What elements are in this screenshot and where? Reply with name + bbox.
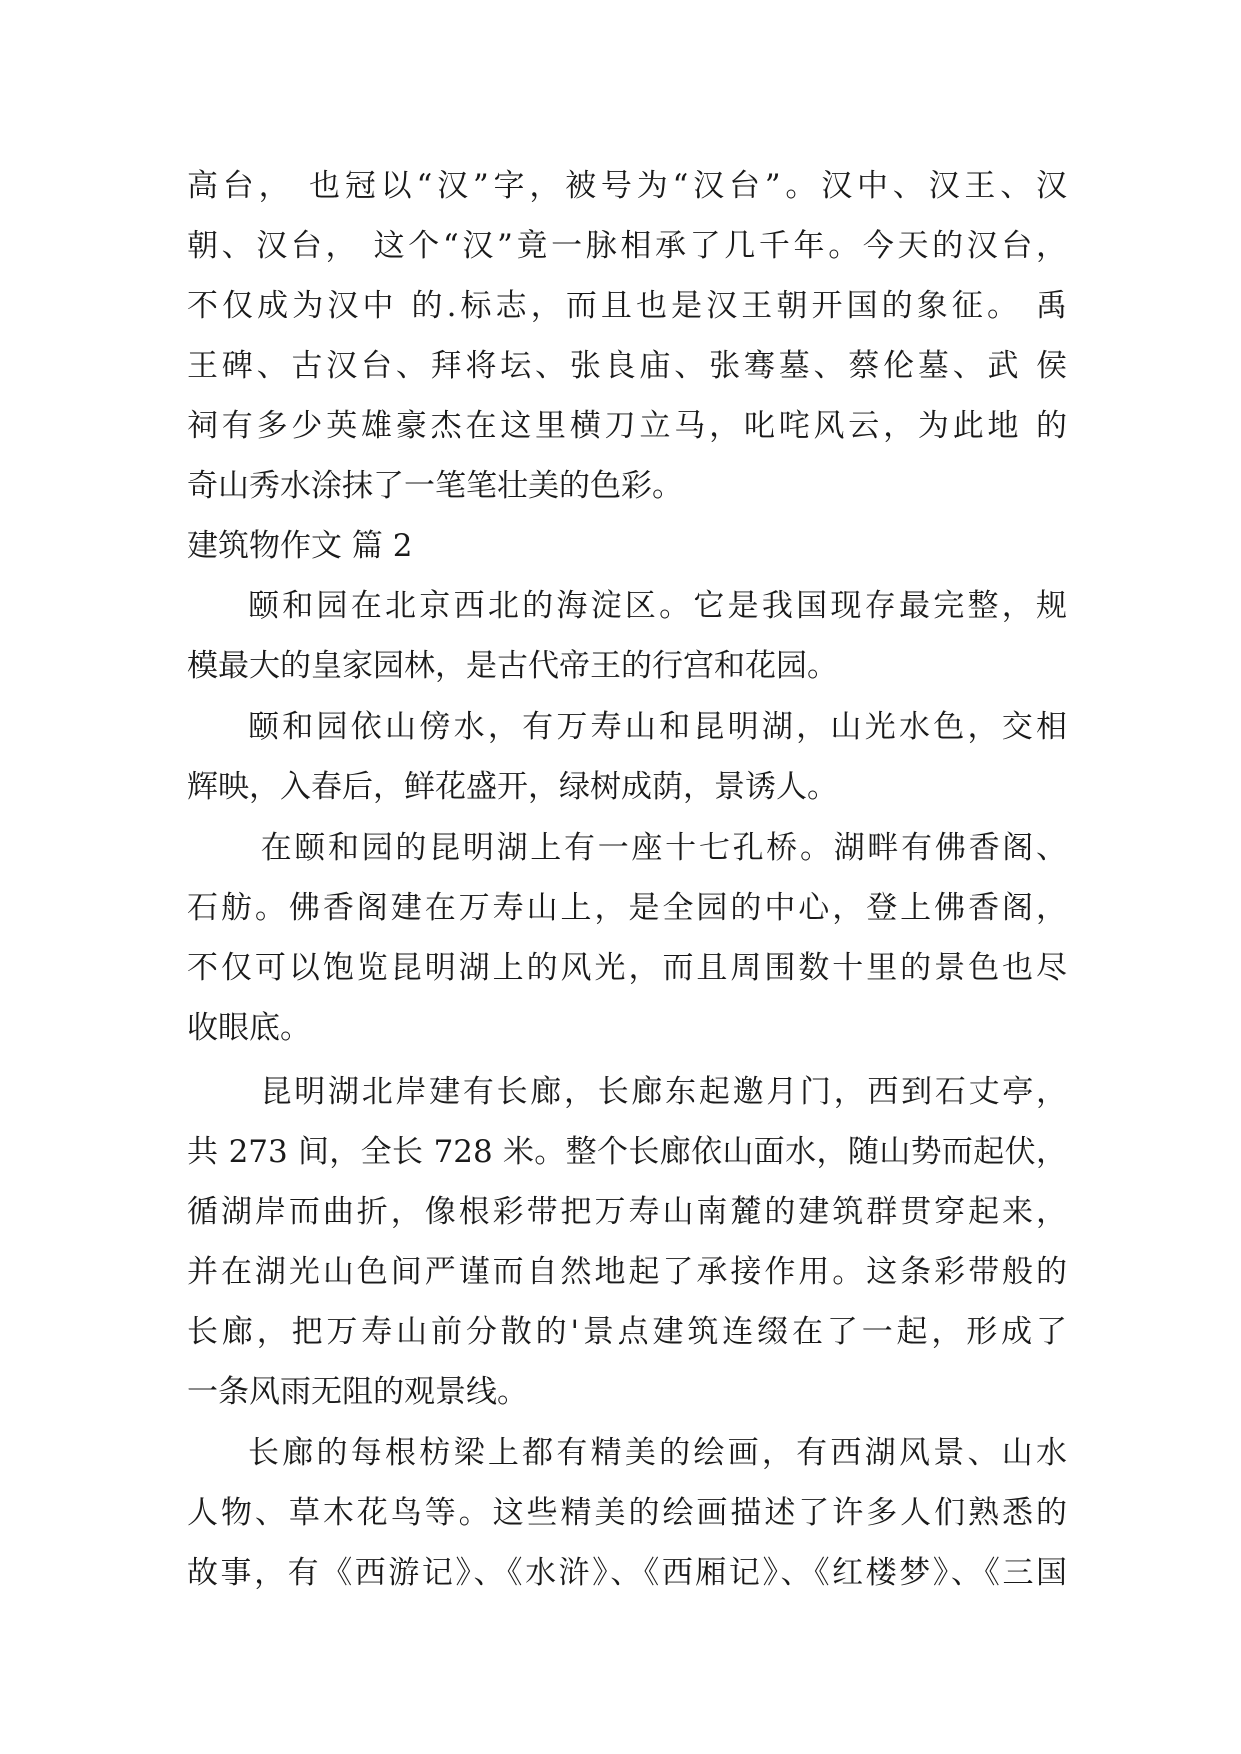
- text-line: 祠有多少英雄豪杰在这里横刀立马，叱咤风云，为此地 的: [187, 408, 1067, 444]
- text-line: 朝、汉台， 这个“汉”竟一脉相承了几千年。今天的汉台，: [187, 228, 1067, 264]
- text-line: 王碑、古汉台、拜将坛、张良庙、张骞墓、蔡伦墓、武 侯: [187, 348, 1067, 384]
- text-line: 辉映，入春后，鲜花盛开，绿树成荫，景诱人。: [187, 769, 838, 805]
- paragraph-first-line: 颐和园依山傍水，有万寿山和昆明湖，山光水色，交相: [248, 709, 1067, 745]
- text-line: 共 273 间，全长 728 米。整个长廊依山面水，随山势而起伏，: [187, 1134, 1067, 1170]
- text-line: 循湖岸而曲折，像根彩带把万寿山南麓的建筑群贯穿起来，: [187, 1194, 1067, 1230]
- paragraph-first-line: 长廊的每根枋梁上都有精美的绘画，有西湖风景、山水: [248, 1435, 1067, 1471]
- text-line: 并在湖光山色间严谨而自然地起了承接作用。这条彩带般的: [187, 1254, 1067, 1290]
- text-line: 高台， 也冠以“汉”字，被号为“汉台”。汉中、汉王、汉: [187, 168, 1067, 204]
- text-line: 长廊，把万寿山前分散的'景点建筑连缀在了一起，形成了: [187, 1314, 1067, 1350]
- text-line: 不仅成为汉中 的.标志，而且也是汉王朝开国的象征。 禹: [187, 288, 1067, 324]
- paragraph-first-line: 在颐和园的昆明湖上有一座十七孔桥。湖畔有佛香阁、: [248, 830, 1067, 866]
- section-heading: 建筑物作文 篇 2: [187, 528, 413, 564]
- text-line: 一条风雨无阻的观景线。: [187, 1374, 528, 1410]
- text-line: 不仅可以饱览昆明湖上的风光，而且周围数十里的景色也尽: [187, 950, 1067, 986]
- text-line: 模最大的皇家园林，是古代帝王的行宫和花园。: [187, 648, 838, 684]
- text-line: 石舫。佛香阁建在万寿山上，是全园的中心，登上佛香阁，: [187, 890, 1067, 926]
- paragraph-first-line: 颐和园在北京西北的海淀区。它是我国现存最完整，规: [248, 588, 1067, 624]
- text-line: 人物、草木花鸟等。这些精美的绘画描述了许多人们熟悉的: [187, 1495, 1067, 1531]
- text-line: 收眼底。: [187, 1010, 311, 1046]
- text-line: 奇山秀水涂抹了一笔笔壮美的色彩。: [187, 468, 683, 504]
- text-line: 故事，有《西游记》、《水浒》、《西厢记》、《红楼梦》、《三国: [187, 1555, 1067, 1591]
- paragraph-first-line: 昆明湖北岸建有长廊，长廊东起邀月门，西到石丈亭，: [248, 1074, 1067, 1110]
